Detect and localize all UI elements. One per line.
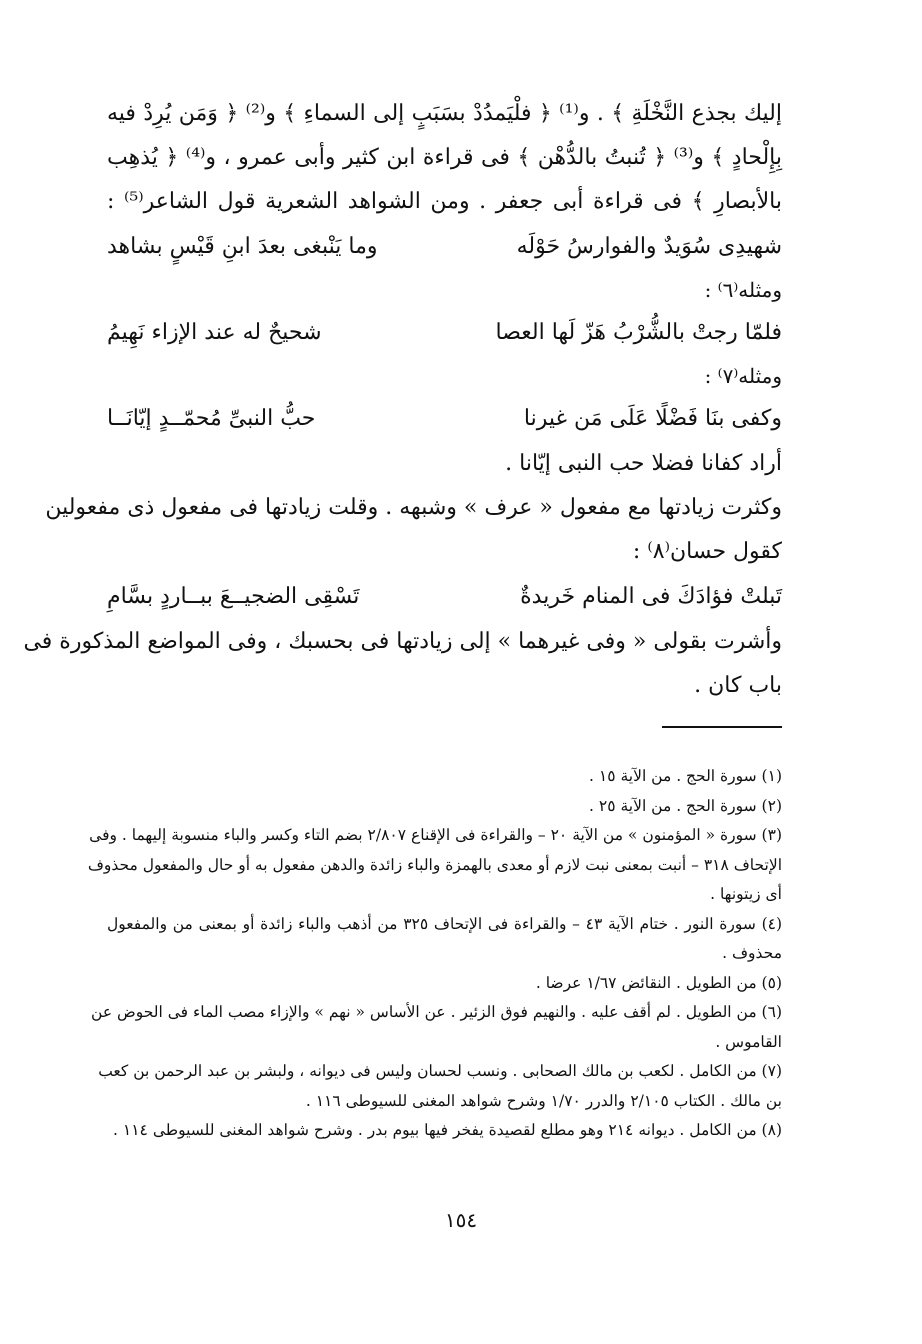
poetry-verse xyxy=(107,574,782,620)
poetry-verse xyxy=(107,224,782,270)
poetry-verse xyxy=(107,310,782,356)
text-line: باب كان . xyxy=(694,673,782,698)
footnote-line: (٦) من الطويل . لم أقف عليه . والنهيم فوق الزئير . عن الأساس « نهم » والإزاء مصب الماء فى الحوض عن xyxy=(91,1003,782,1021)
verse-second-hemistich: شحيحٌ له عند الإزاء نَهِيمُ xyxy=(107,320,322,345)
footnote-divider xyxy=(662,726,782,728)
footnote-line: (١) سورة الحج . من الآية ١٥ . xyxy=(589,767,782,785)
text-line: ومثله⁽٧⁾ : xyxy=(704,364,782,388)
footnote-line: الإتحاف ٣١٨ – أنبت بمعنى نبت لازم أو معدى بالهمزة والباء زائدة والدهن مفعول به أو حال والمفعول محذوف xyxy=(87,855,782,874)
poetry-verse xyxy=(107,396,782,442)
verse-second-hemistich: تَسْقِى الضجيــعَ ببــاردٍ بسَّامِ xyxy=(107,584,360,609)
verse-second-hemistich: حبُّ النبىِّ مُحمّــدٍ إيّانَــا xyxy=(107,406,316,431)
footnote-line: محذوف . xyxy=(722,944,782,962)
footnote-line: أى زيتونها . xyxy=(710,885,782,903)
footnote-line: (٢) سورة الحج . من الآية ٢٥ . xyxy=(589,796,782,815)
text-line: بِإِلْحادٍ ﴾ و⁽³⁾ ﴿ تُنبتُ بالدُّهْن ﴾ فى قراءة ابن كثير وأبى عمرو ، و⁽⁴⁾ ﴿ يُذهِب xyxy=(107,145,783,170)
text-line: وأشرت بقولى « وفى غيرهما » إلى زيادتها فى بحسبك ، وفى المواضع المذكورة فى xyxy=(23,629,782,654)
text-line: إليك بجذع النَّخْلَةِ ﴾ . و⁽¹⁾ ﴿ فلْيَمدُدْ بسَبَبٍ إلى السماءِ ﴾ و⁽²⁾ ﴿ وَمَن يُرِدْ فيه xyxy=(107,101,782,126)
footnote-line: (٧) من الكامل . لكعب بن مالك الصحابى . ونسب لحسان وليس فى ديوانه ، ولبشر بن عبد الرحمن بن كعب xyxy=(98,1062,782,1080)
verse-first-hemistich: شهيدِى سُوَيدٌ والفوارسُ حَوْلَه xyxy=(516,234,782,259)
verse-second-hemistich: وما يَنْبغى بعدَ ابنِ قَيْسٍ بشاهد xyxy=(107,234,378,259)
verse-first-hemistich: تَبلتْ فؤادَكَ فى المنام خَريدةٌ xyxy=(520,584,782,609)
verse-first-hemistich: فلمّا رجتْ بالشُّرْبُ هَزّ لَها العصا xyxy=(495,320,782,345)
footnote-line: (٥) من الطويل . النقائض ١/٦٧ عرضا . xyxy=(535,973,782,992)
footnotes-block xyxy=(87,762,783,1146)
text-line: ومثله⁽٦⁾ : xyxy=(704,278,782,302)
footnote-line: بن مالك . الكتاب ٢/١٠٥ والدرر ١/٧٠ وشرح شواهد المغنى للسيوطى ١١٦ . xyxy=(305,1091,782,1110)
footnote-line: (٨) من الكامل . ديوانه ٢١٤ وهو مطلع لقصيدة يفخر فيها بيوم بدر . وشرح شواهد المغنى للسيوطى ١١٤ . xyxy=(113,1121,782,1139)
main-text-block xyxy=(23,92,783,708)
footnote-line: القاموس . xyxy=(715,1032,782,1051)
text-line: بالأبصارِ ﴾ فى قراءة أبى جعفر . ومن الشواهد الشعرية قول الشاعر⁽⁵⁾ : xyxy=(107,189,782,214)
footnote-line: (٣) سورة « المؤمنون » من الآية ٢٠ – والقراءة فى الإقناع ٢/٨٠٧ بضم التاء وكسر والباء منسوبة إليهما . وفى xyxy=(89,826,782,844)
text-line: كقول حسان⁽٨⁾ : xyxy=(632,539,782,564)
verse-first-hemistich: وكفى بنَا فَضْلًا عَلَى مَن غيرنا xyxy=(523,406,782,431)
text-line: وكثرت زيادتها مع مفعول « عرف » وشبهه . وقلت زيادتها فى مفعول ذى مفعولين xyxy=(45,495,782,520)
text-line: أراد كفانا فضلا حب النبى إيّانا . xyxy=(505,451,782,476)
page-number: ١٥٤ xyxy=(444,1208,478,1232)
footnote-line: (٤) سورة النور . ختام الآية ٤٣ – والقراءة فى الإتحاف ٣٢٥ من أذهب والباء زائدة أو بمعنى من والمفعول xyxy=(107,914,783,933)
